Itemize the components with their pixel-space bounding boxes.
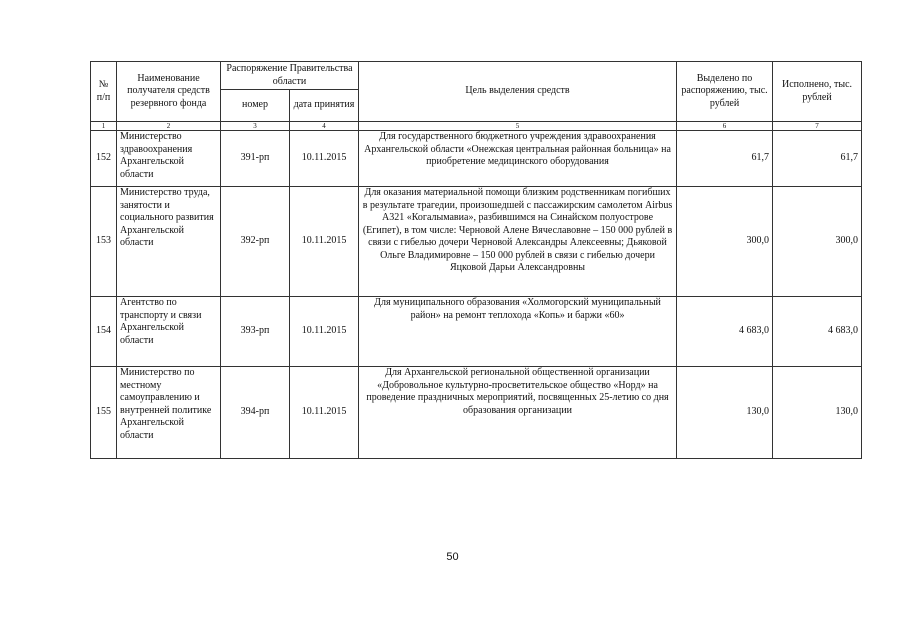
header-order-date: дата принятия <box>290 90 359 122</box>
row-order-number: 394-рп <box>221 367 290 459</box>
table-row <box>91 297 862 367</box>
row-order-date: 10.11.2015 <box>290 131 359 187</box>
table-row <box>91 131 862 187</box>
row-num: 155 <box>91 367 117 459</box>
row-order-date: 10.11.2015 <box>290 367 359 459</box>
row-num: 153 <box>91 187 117 297</box>
column-number: 7 <box>773 122 862 131</box>
header-num: № п/п <box>91 62 117 122</box>
row-recipient: Министерство по местному самоуправлению и внутренней политике Архангельской области <box>117 367 221 459</box>
header-allocated: Выделено по распоряжению, тыс. рублей <box>677 62 773 122</box>
header-order: Распоряжение Правительства области <box>221 62 359 90</box>
row-executed: 130,0 <box>773 367 862 459</box>
header-recipient: Наименование получателя средств резервного фонда <box>117 62 221 122</box>
column-number: 3 <box>221 122 290 131</box>
header-order-number: номер <box>221 90 290 122</box>
row-purpose: Для оказания материальной помощи близким родственникам погибших в результате трагедии, произошедшей с пассажирским самолетом Airbus A321 «Когалымавиа», разбившимся на Синайском полуострове (Египет), в том числе: Черновой Алене Вячеславовне – 150 000 рублей в связи с гибелью дочери Черновой Александры Алексеевны; Дьяковой Ольге Владимировне – 150 000 рублей в связи с гибелью дочери Яцковой Дарьи Александровны <box>359 187 677 297</box>
row-allocated: 61,7 <box>677 131 773 187</box>
row-allocated: 130,0 <box>677 367 773 459</box>
row-num: 154 <box>91 297 117 367</box>
row-purpose: Для государственного бюджетного учреждения здравоохранения Архангельской области «Онежская центральная районная больница» на приобретение медицинского оборудования <box>359 131 677 187</box>
reserve-fund-table <box>90 61 862 459</box>
row-num: 152 <box>91 131 117 187</box>
column-number-row <box>91 122 862 131</box>
row-executed: 300,0 <box>773 187 862 297</box>
column-number: 6 <box>677 122 773 131</box>
row-order-number: 391-рп <box>221 131 290 187</box>
row-allocated: 300,0 <box>677 187 773 297</box>
header-executed: Исполнено, тыс. рублей <box>773 62 862 122</box>
page-number: 50 <box>446 551 459 563</box>
row-allocated: 4 683,0 <box>677 297 773 367</box>
row-order-number: 392-рп <box>221 187 290 297</box>
column-number: 1 <box>91 122 117 131</box>
row-order-number: 393-рп <box>221 297 290 367</box>
column-number: 5 <box>359 122 677 131</box>
row-recipient: Министерство труда, занятости и социального развития Архангельской области <box>117 187 221 297</box>
row-order-date: 10.11.2015 <box>290 187 359 297</box>
row-recipient: Агентство по транспорту и связи Архангельской области <box>117 297 221 367</box>
row-executed: 4 683,0 <box>773 297 862 367</box>
row-executed: 61,7 <box>773 131 862 187</box>
table-row <box>91 367 862 459</box>
table-row <box>91 187 862 297</box>
row-purpose: Для Архангельской региональной общественной организации «Добровольное культурно-просветительское общество «Норд» на проведение праздничных мероприятий, посвященных 25-летию со дня образования организации <box>359 367 677 459</box>
column-number: 2 <box>117 122 221 131</box>
header-purpose: Цель выделения средств <box>359 62 677 122</box>
row-recipient: Министерство здравоохранения Архангельской области <box>117 131 221 187</box>
row-order-date: 10.11.2015 <box>290 297 359 367</box>
column-number: 4 <box>290 122 359 131</box>
row-purpose: Для муниципального образования «Холмогорский муниципальный район» на ремонт теплохода «Копь» и баржи «60» <box>359 297 677 367</box>
